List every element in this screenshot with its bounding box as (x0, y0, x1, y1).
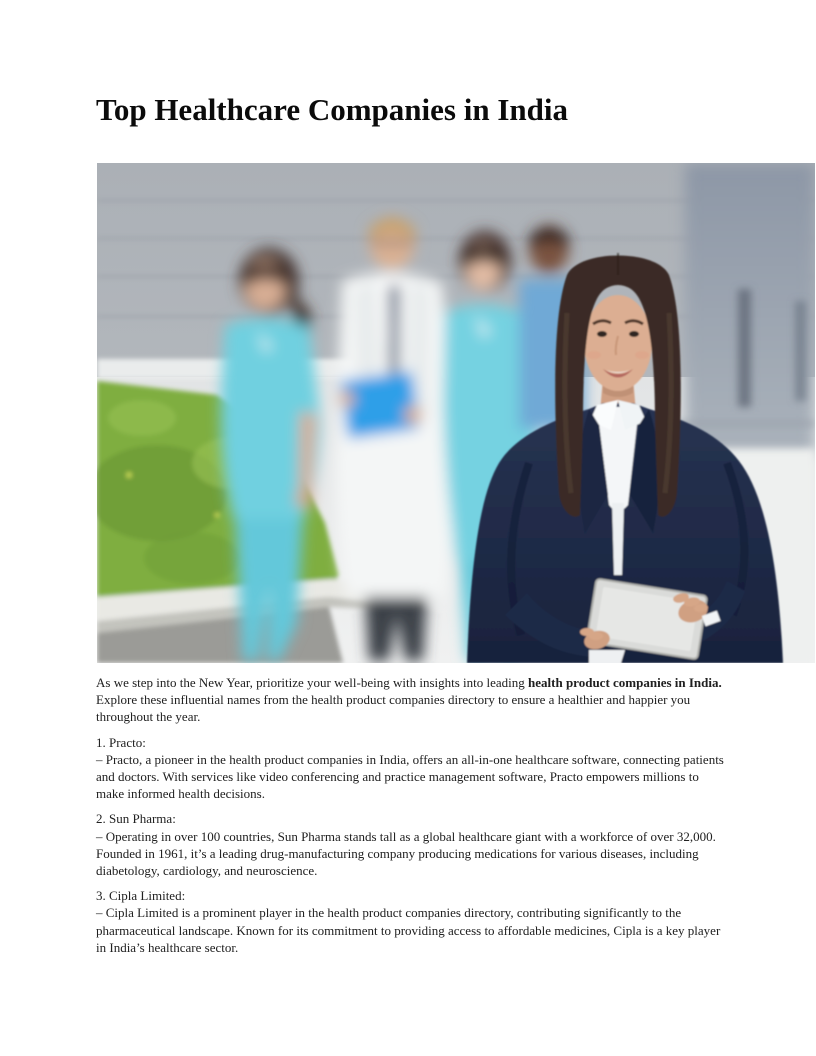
section-heading: 3. Cipla Limited: (96, 888, 186, 904)
doctor (335, 217, 455, 661)
intro-paragraph (96, 674, 730, 726)
intro-rest: Explore these influential names from the health product companies directory to ensure a healthier and happier you throughout the year. (96, 692, 691, 725)
section-sun-pharma (96, 810, 730, 879)
article-body (96, 674, 730, 964)
healthcare-team-photo (97, 163, 815, 663)
section-heading: 1. Practo: (96, 734, 146, 750)
section-heading: 2. Sun Pharma: (96, 811, 176, 827)
section-body: – Operating in over 100 countries, Sun Pharma stands tall as a global healthcare giant with a workforce of over 32,000. Founded in 1961, it’s a leading drug-manufacturing company producing medications for various diseases, including diabetology, cardiology, and neuroscience. (96, 828, 716, 879)
intro-bold-phrase: health product companies in India. (528, 675, 722, 690)
page-title: Top Healthcare Companies in India (96, 92, 568, 127)
section-body: – Cipla Limited is a prominent player in the health product companies directory, contributing significantly to the pharmaceutical landscape. Known for its commitment to providing access to affordable medicines, Cipla is a key player in India’s healthcare sector. (96, 905, 721, 955)
section-cipla (96, 887, 730, 956)
hero-image (97, 163, 815, 663)
intro-lead: As we step into the New Year, prioritize your well-being with insights into leading (96, 675, 529, 690)
section-body: – Practo, a pioneer in the health product companies in India, offers an all-in-one healthcare software, connecting patients and doctors. With services like video conferencing and practice management software, Practo empowers millions to make informed health decisions. (96, 751, 724, 802)
section-practo (96, 734, 730, 803)
